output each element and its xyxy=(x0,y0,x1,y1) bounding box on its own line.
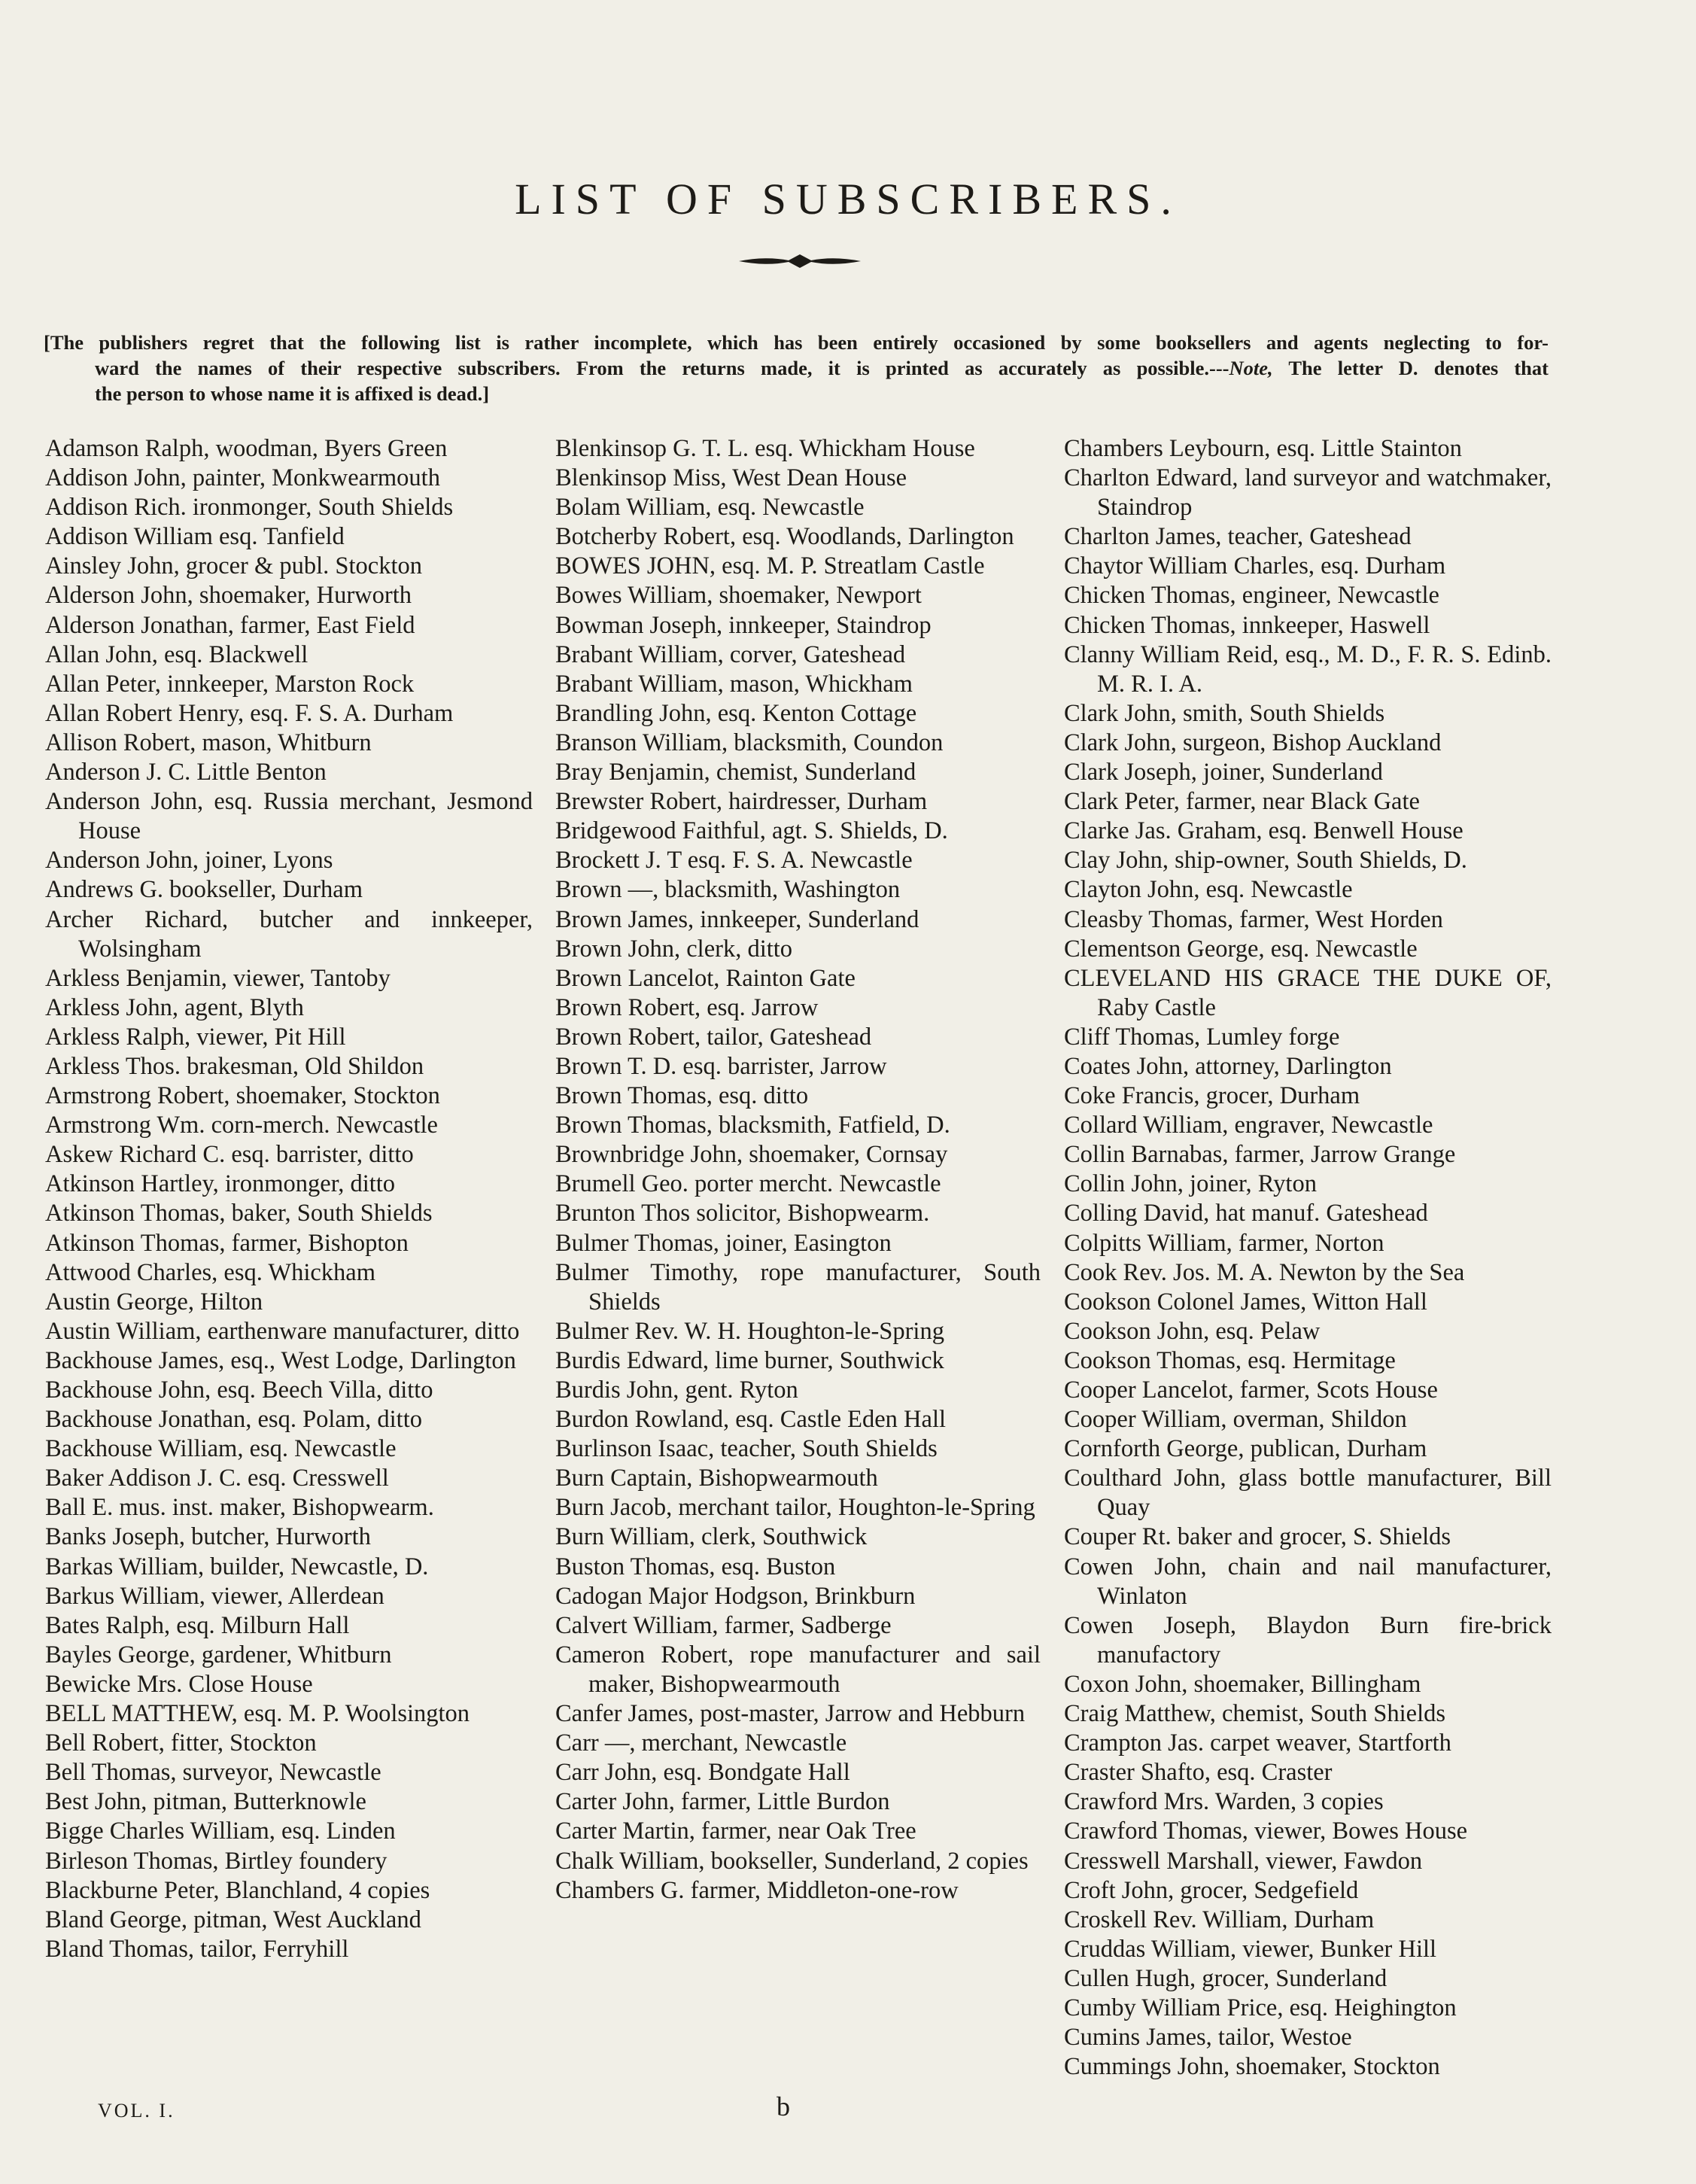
subscriber-entry: Brown Robert, tailor, Gateshead xyxy=(555,1023,872,1051)
subscriber-entry: Burdon Rowland, esq. Castle Eden Hall xyxy=(555,1406,947,1434)
subscriber-list xyxy=(0,434,1696,2105)
subscriber-column-2 xyxy=(555,434,1041,1906)
subscriber-entry: Bulmer Timothy, rope manufacturer, South Shields xyxy=(555,1258,1041,1316)
subscriber-entry: Adamson Ralph, woodman, Byers Green xyxy=(45,435,448,462)
subscriber-entry: Bulmer Thomas, joiner, Easington xyxy=(555,1229,892,1257)
subscriber-entry: Coulthard John, glass bottle manufacturer, Bill Quay xyxy=(1064,1465,1552,1522)
subscriber-entry: Collin John, joiner, Ryton xyxy=(1064,1170,1317,1198)
subscriber-entry: Anderson John, esq. Russia merchant, Jesmond House xyxy=(45,788,533,845)
subscriber-entry: Ball E. mus. inst. maker, Bishopwearm. xyxy=(45,1494,434,1522)
subscriber-entry: Armstrong Wm. corn-merch. Newcastle xyxy=(45,1112,438,1139)
subscriber-column-3 xyxy=(1064,434,1552,2082)
subscriber-entry: Cookson Colonel James, Witton Hall xyxy=(1064,1288,1427,1316)
subscriber-entry: Brown —, blacksmith, Washington xyxy=(555,876,901,904)
page-title: LIST OF SUBSCRIBERS. xyxy=(515,174,1181,224)
subscriber-entry: Atkinson Thomas, baker, South Shields xyxy=(45,1200,433,1227)
subscriber-entry: Coke Francis, grocer, Durham xyxy=(1064,1082,1360,1110)
subscriber-entry: Branson William, blacksmith, Coundon xyxy=(555,729,944,756)
publisher-notice xyxy=(44,330,1549,406)
subscriber-entry: BELL MATTHEW, esq. M. P. Woolsington xyxy=(45,1700,470,1728)
subscriber-entry: Croft John, grocer, Sedgefield xyxy=(1064,1876,1359,1904)
subscriber-entry: Calvert William, farmer, Sadberge xyxy=(555,1611,892,1639)
subscriber-entry: Carter Martin, farmer, near Oak Tree xyxy=(555,1817,916,1845)
subscriber-entry: Cadogan Major Hodgson, Brinkburn xyxy=(555,1582,916,1610)
volume-label: VOL. I. xyxy=(98,2100,175,2122)
subscriber-entry: Burdis Edward, lime burner, Southwick xyxy=(555,1346,944,1374)
subscriber-entry: Couper Rt. baker and grocer, S. Shields xyxy=(1064,1523,1451,1551)
subscriber-entry: Carr John, esq. Bondgate Hall xyxy=(555,1759,850,1787)
subscriber-entry: Chaytor William Charles, esq. Durham xyxy=(1064,552,1446,580)
subscriber-entry: Addison John, painter, Monkwearmouth xyxy=(45,464,440,492)
subscriber-entry: Best John, pitman, Butterknowle xyxy=(45,1788,366,1816)
subscriber-entry: BOWES JOHN, esq. M. P. Streatlam Castle xyxy=(555,552,985,580)
subscriber-entry: Burlinson Isaac, teacher, South Shields xyxy=(555,1435,938,1463)
subscriber-entry: Allan John, esq. Blackwell xyxy=(45,640,309,668)
subscriber-entry: Burn Captain, Bishopwearmouth xyxy=(555,1465,878,1492)
subscriber-entry: Burdis John, gent. Ryton xyxy=(555,1376,798,1404)
subscriber-entry: Clark Joseph, joiner, Sunderland xyxy=(1064,759,1383,786)
subscriber-entry: Chicken Thomas, innkeeper, Haswell xyxy=(1064,611,1430,639)
subscriber-entry: Collin Barnabas, farmer, Jarrow Grange xyxy=(1064,1141,1456,1169)
subscriber-entry: Brown Thomas, esq. ditto xyxy=(555,1082,809,1110)
signature-mark: b xyxy=(777,2091,790,2122)
subscriber-entry: Cooper Lancelot, farmer, Scots House xyxy=(1064,1376,1438,1404)
subscriber-entry: Atkinson Thomas, farmer, Bishopton xyxy=(45,1229,409,1257)
subscriber-entry: Brown Robert, esq. Jarrow xyxy=(555,993,819,1021)
subscriber-entry: Blenkinsop G. T. L. esq. Whickham House xyxy=(555,435,975,462)
subscriber-entry: Bowes William, shoemaker, Newport xyxy=(555,582,922,610)
subscriber-entry: Cookson Thomas, esq. Hermitage xyxy=(1064,1346,1396,1374)
subscriber-entry: Bulmer Rev. W. H. Houghton-le-Spring xyxy=(555,1317,944,1345)
subscriber-entry: Clark John, smith, South Shields xyxy=(1064,699,1385,727)
subscriber-entry: Brumell Geo. porter mercht. Newcastle xyxy=(555,1170,941,1198)
subscriber-entry: Cumins James, tailor, Westoe xyxy=(1064,2024,1352,2052)
subscriber-entry: Brown James, innkeeper, Sunderland xyxy=(555,905,919,933)
subscriber-entry: Blackburne Peter, Blanchland, 4 copies xyxy=(45,1876,430,1904)
subscriber-entry: Clanny William Reid, esq., M. D., F. R. S. Edinb. M. R. I. A. xyxy=(1064,640,1552,698)
subscriber-entry: Backhouse John, esq. Beech Villa, ditto xyxy=(45,1376,433,1404)
subscriber-entry: Arkless Thos. brakesman, Old Shildon xyxy=(45,1052,424,1080)
subscriber-entry: Clay John, ship-owner, South Shields, D. xyxy=(1064,847,1467,875)
subscriber-entry: Collard William, engraver, Newcastle xyxy=(1064,1112,1433,1139)
ornament-divider xyxy=(736,250,864,272)
subscriber-entry: Crawford Thomas, viewer, Bowes House xyxy=(1064,1817,1468,1845)
subscriber-entry: Arkless John, agent, Blyth xyxy=(45,993,304,1021)
subscriber-entry: Archer Richard, butcher and innkeeper, Wolsingham xyxy=(45,905,533,963)
subscriber-column-1 xyxy=(45,434,533,1964)
notice-line-2: ward the names of their respective subscribers. From the returns made, it is printed as accurately as possible.---Note, The letter D. denotes that xyxy=(95,357,1549,379)
subscriber-entry: Barkus William, viewer, Allerdean xyxy=(45,1582,384,1610)
subscriber-entry: Banks Joseph, butcher, Hurworth xyxy=(45,1523,371,1551)
subscriber-entry: Bland Thomas, tailor, Ferryhill xyxy=(45,1935,349,1963)
subscriber-entry: Austin William, earthenware manufacturer, ditto xyxy=(45,1317,520,1345)
subscriber-entry: Backhouse James, esq., West Lodge, Darlington xyxy=(45,1346,516,1374)
subscriber-entry: Botcherby Robert, esq. Woodlands, Darlington xyxy=(555,523,1014,551)
subscriber-entry: Brabant William, corver, Gateshead xyxy=(555,640,906,668)
subscriber-entry: Burn William, clerk, Southwick xyxy=(555,1523,868,1551)
subscriber-entry: Carr —, merchant, Newcastle xyxy=(555,1729,847,1757)
subscriber-entry: Canfer James, post-master, Jarrow and Hebburn xyxy=(555,1700,1026,1728)
subscriber-entry: Alderson John, shoemaker, Hurworth xyxy=(45,582,412,610)
subscriber-entry: Cresswell Marshall, viewer, Fawdon xyxy=(1064,1847,1423,1875)
subscriber-entry: Crampton Jas. carpet weaver, Startforth xyxy=(1064,1729,1451,1757)
subscriber-entry: Atkinson Hartley, ironmonger, ditto xyxy=(45,1170,396,1198)
subscriber-entry: Armstrong Robert, shoemaker, Stockton xyxy=(45,1082,440,1110)
subscriber-entry: Blenkinsop Miss, West Dean House xyxy=(555,464,907,492)
subscriber-entry: Burn Jacob, merchant tailor, Houghton-le-Spring xyxy=(555,1494,1035,1522)
subscriber-entry: Cookson John, esq. Pelaw xyxy=(1064,1317,1321,1345)
subscriber-entry: Bewicke Mrs. Close House xyxy=(45,1670,313,1698)
subscriber-entry: Birleson Thomas, Birtley foundery xyxy=(45,1847,388,1875)
subscriber-entry: Cummings John, shoemaker, Stockton xyxy=(1064,2053,1440,2081)
subscriber-entry: Addison Rich. ironmonger, South Shields xyxy=(45,494,454,522)
subscriber-entry: Chambers Leybourn, esq. Little Stainton xyxy=(1064,435,1462,462)
subscriber-entry: Bell Robert, fitter, Stockton xyxy=(45,1729,317,1757)
subscriber-entry: Coates John, attorney, Darlington xyxy=(1064,1052,1392,1080)
subscriber-entry: Craster Shafto, esq. Craster xyxy=(1064,1759,1333,1787)
subscriber-entry: Backhouse Jonathan, esq. Polam, ditto xyxy=(45,1406,422,1434)
subscriber-entry: Anderson J. C. Little Benton xyxy=(45,759,327,786)
subscriber-entry: Crawford Mrs. Warden, 3 copies xyxy=(1064,1788,1384,1816)
subscriber-entry: CLEVELAND HIS GRACE THE DUKE OF, Raby Castle xyxy=(1064,964,1552,1021)
notice-line-1: [The publishers regret that the following list is rather incomplete, which has been entirely occasioned by some booksellers and agents neglecting to for- xyxy=(44,331,1549,354)
subscriber-entry: Carter John, farmer, Little Burdon xyxy=(555,1788,890,1816)
subscriber-entry: Bridgewood Faithful, agt. S. Shields, D. xyxy=(555,817,948,845)
subscriber-entry: Brewster Robert, hairdresser, Durham xyxy=(555,788,928,816)
notice-line-3: the person to whose name it is affixed is dead.] xyxy=(95,382,490,405)
subscriber-entry: Colling David, hat manuf. Gateshead xyxy=(1064,1200,1428,1227)
subscriber-entry: Anderson John, joiner, Lyons xyxy=(45,847,333,875)
subscriber-entry: Arkless Benjamin, viewer, Tantoby xyxy=(45,964,391,992)
subscriber-entry: Cullen Hugh, grocer, Sunderland xyxy=(1064,1964,1387,1992)
subscriber-entry: Attwood Charles, esq. Whickham xyxy=(45,1258,375,1286)
subscriber-entry: Cowen John, chain and nail manufacturer, Winlaton xyxy=(1064,1553,1552,1610)
subscriber-entry: Bowman Joseph, innkeeper, Staindrop xyxy=(555,611,932,639)
subscriber-entry: Charlton James, teacher, Gateshead xyxy=(1064,523,1412,551)
subscriber-entry: Alderson Jonathan, farmer, East Field xyxy=(45,611,415,639)
subscriber-entry: Cliff Thomas, Lumley forge xyxy=(1064,1023,1340,1051)
subscriber-entry: Brunton Thos solicitor, Bishopwearm. xyxy=(555,1200,930,1227)
subscriber-entry: Cowen Joseph, Blaydon Burn fire-brick manufactory xyxy=(1064,1611,1552,1668)
subscriber-entry: Clark John, surgeon, Bishop Auckland xyxy=(1064,729,1442,756)
subscriber-entry: Bolam William, esq. Newcastle xyxy=(555,494,865,522)
subscriber-entry: Brown Lancelot, Rainton Gate xyxy=(555,964,856,992)
subscriber-entry: Bland George, pitman, West Auckland xyxy=(45,1906,421,1933)
subscriber-entry: Craig Matthew, chemist, South Shields xyxy=(1064,1700,1446,1728)
subscriber-entry: Coxon John, shoemaker, Billingham xyxy=(1064,1670,1421,1698)
subscriber-entry: Baker Addison J. C. esq. Cresswell xyxy=(45,1465,389,1492)
subscriber-entry: Cleasby Thomas, farmer, West Horden xyxy=(1064,905,1443,933)
subscriber-entry: Austin George, Hilton xyxy=(45,1288,263,1316)
subscriber-entry: Colpitts William, farmer, Norton xyxy=(1064,1229,1384,1257)
subscriber-entry: Cruddas William, viewer, Bunker Hill xyxy=(1064,1935,1437,1963)
subscriber-entry: Buston Thomas, esq. Buston xyxy=(555,1553,836,1580)
subscriber-entry: Bigge Charles William, esq. Linden xyxy=(45,1817,396,1845)
subscriber-entry: Bell Thomas, surveyor, Newcastle xyxy=(45,1759,381,1787)
subscriber-entry: Allan Peter, innkeeper, Marston Rock xyxy=(45,670,415,698)
subscriber-entry: Charlton Edward, land surveyor and watchmaker, Staindrop xyxy=(1064,464,1552,522)
subscriber-entry: Chicken Thomas, engineer, Newcastle xyxy=(1064,582,1439,610)
subscriber-entry: Chambers G. farmer, Middleton-one-row xyxy=(555,1876,959,1904)
subscriber-entry: Cooper William, overman, Shildon xyxy=(1064,1406,1407,1434)
subscriber-entry: Cook Rev. Jos. M. A. Newton by the Sea xyxy=(1064,1258,1465,1286)
subscriber-entry: Croskell Rev. William, Durham xyxy=(1064,1906,1375,1933)
subscriber-entry: Brabant William, mason, Whickham xyxy=(555,670,913,698)
subscriber-entry: Brown John, clerk, ditto xyxy=(555,935,793,963)
subscriber-entry: Ainsley John, grocer & publ. Stockton xyxy=(45,552,422,580)
subscriber-entry: Bray Benjamin, chemist, Sunderland xyxy=(555,759,916,786)
subscriber-entry: Barkas William, builder, Newcastle, D. xyxy=(45,1553,429,1580)
subscriber-entry: Clarke Jas. Graham, esq. Benwell House xyxy=(1064,817,1463,845)
subscriber-entry: Backhouse William, esq. Newcastle xyxy=(45,1435,397,1463)
subscriber-entry: Andrews G. bookseller, Durham xyxy=(45,876,363,904)
subscriber-entry: Arkless Ralph, viewer, Pit Hill xyxy=(45,1023,346,1051)
subscriber-entry: Brownbridge John, shoemaker, Cornsay xyxy=(555,1141,948,1169)
subscriber-entry: Askew Richard C. esq. barrister, ditto xyxy=(45,1141,414,1169)
subscriber-entry: Chalk William, bookseller, Sunderland, 2 copies xyxy=(555,1847,1029,1875)
subscriber-entry: Brandling John, esq. Kenton Cottage xyxy=(555,699,917,727)
subscriber-entry: Allison Robert, mason, Whitburn xyxy=(45,729,372,756)
subscriber-entry: Allan Robert Henry, esq. F. S. A. Durham xyxy=(45,699,454,727)
subscriber-entry: Cameron Robert, rope manufacturer and sail maker, Bishopwearmouth xyxy=(555,1641,1041,1698)
subscriber-entry: Bayles George, gardener, Whitburn xyxy=(45,1641,392,1668)
subscriber-entry: Bates Ralph, esq. Milburn Hall xyxy=(45,1611,350,1639)
subscriber-entry: Clayton John, esq. Newcastle xyxy=(1064,876,1353,904)
subscriber-entry: Clark Peter, farmer, near Black Gate xyxy=(1064,788,1420,816)
subscriber-entry: Brockett J. T esq. F. S. A. Newcastle xyxy=(555,847,913,875)
subscriber-entry: Addison William esq. Tanfield xyxy=(45,523,345,551)
subscriber-entry: Brown T. D. esq. barrister, Jarrow xyxy=(555,1052,887,1080)
subscriber-entry: Brown Thomas, blacksmith, Fatfield, D. xyxy=(555,1112,950,1139)
subscriber-entry: Clementson George, esq. Newcastle xyxy=(1064,935,1418,963)
subscriber-entry: Cumby William Price, esq. Heighington xyxy=(1064,1994,1457,2021)
subscriber-entry: Cornforth George, publican, Durham xyxy=(1064,1435,1427,1463)
